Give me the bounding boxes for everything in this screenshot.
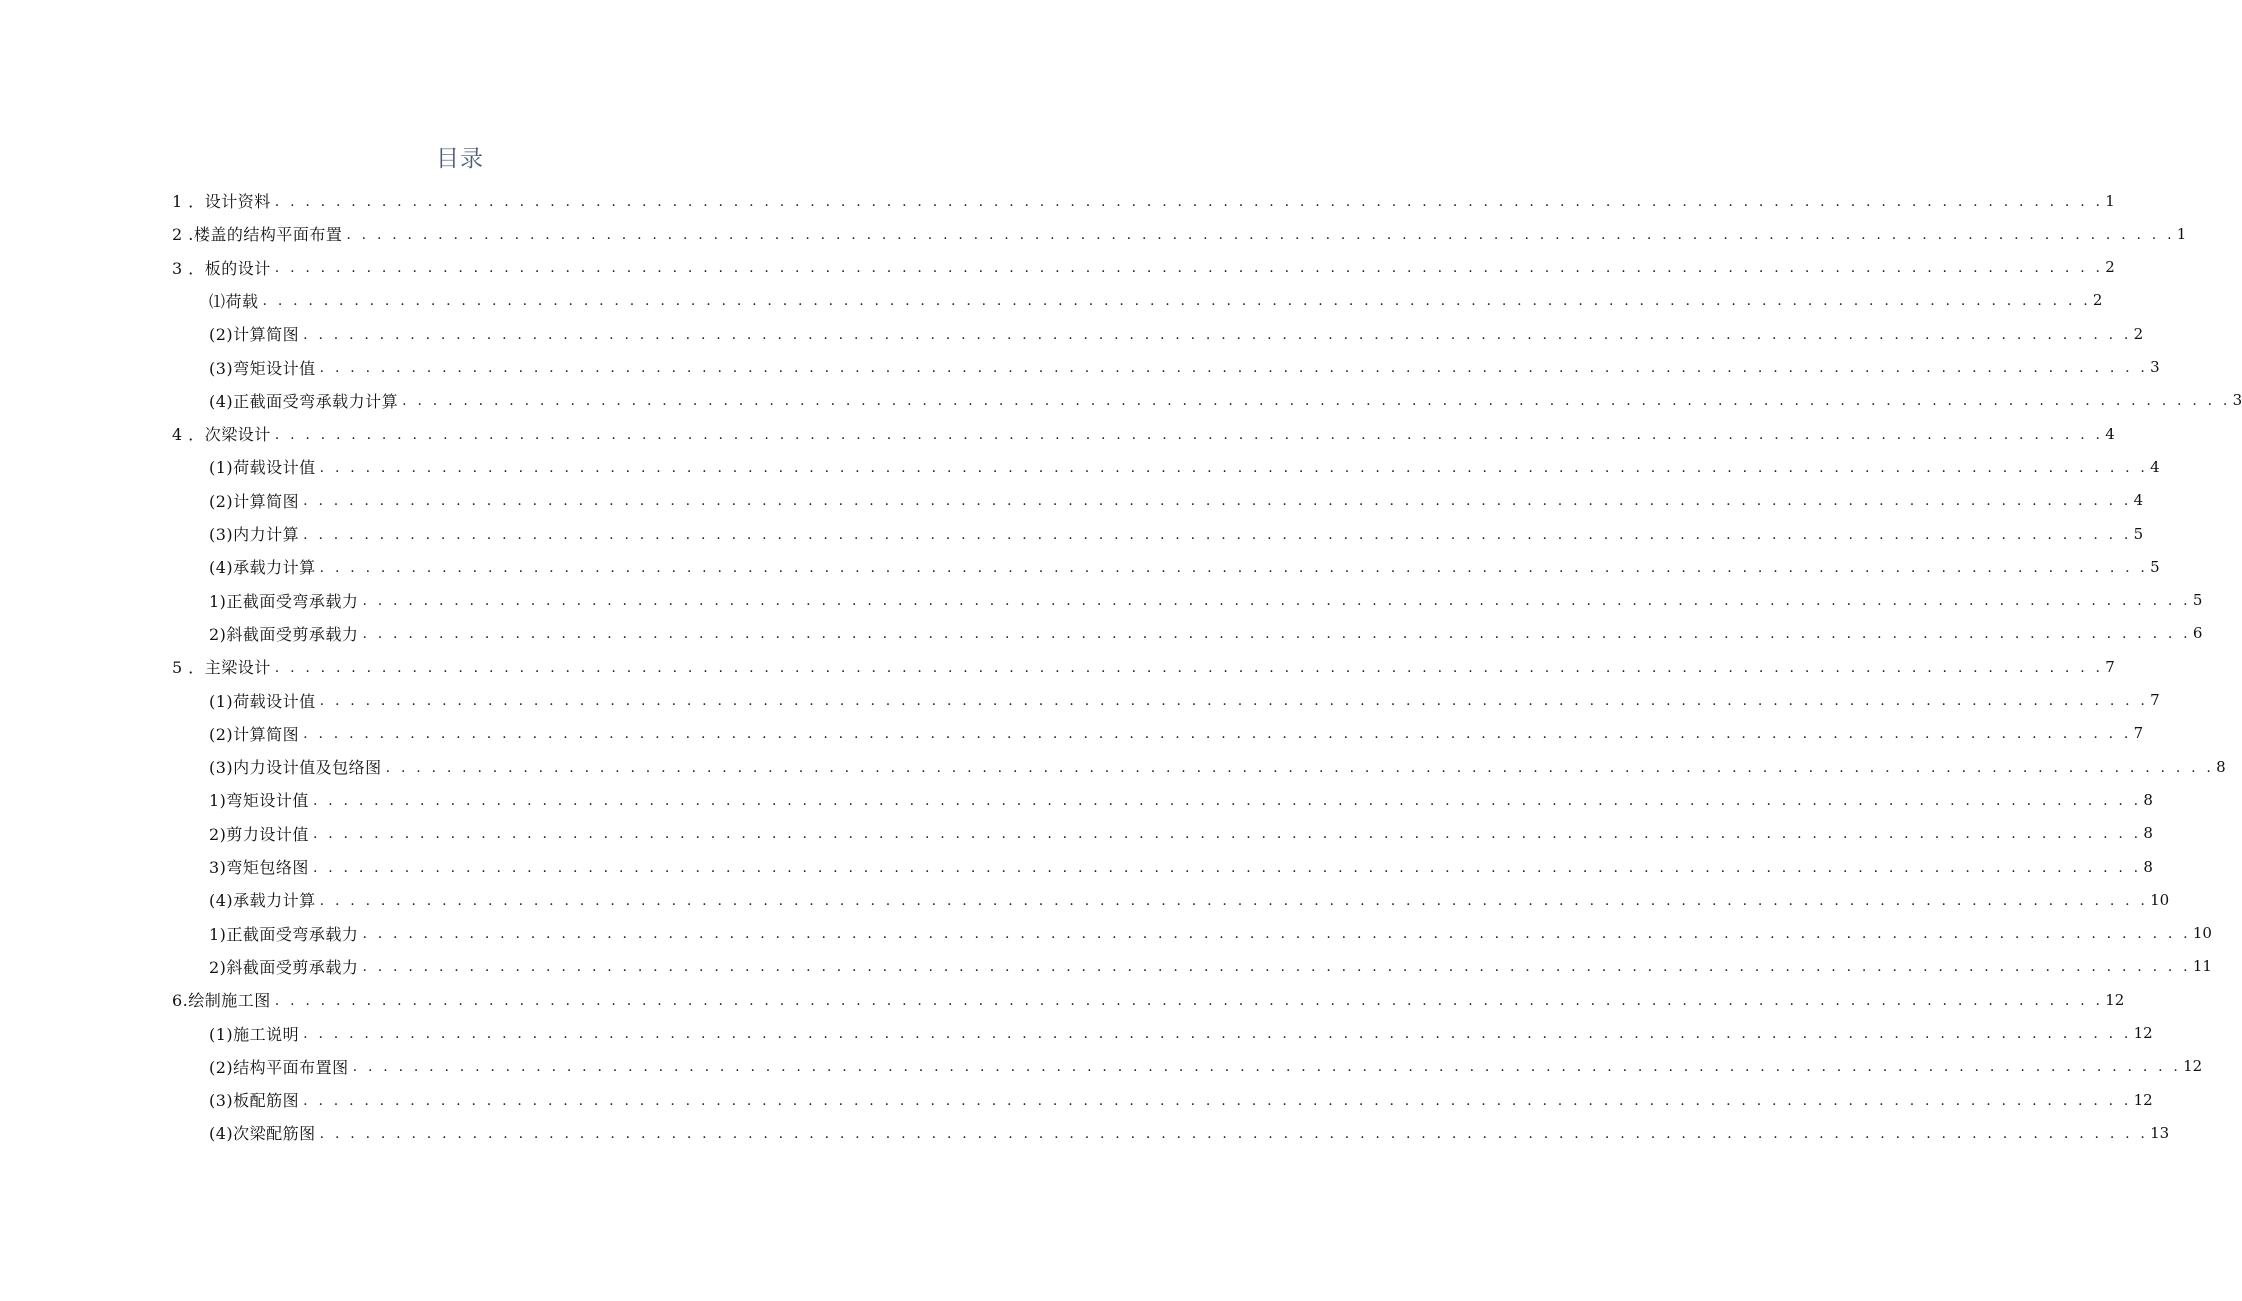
toc-entry-label: (1)施工说明 xyxy=(209,1024,300,1044)
toc-entry[interactable] xyxy=(172,417,2115,450)
toc-page-number: 12 xyxy=(2183,1057,2203,1076)
toc-page-number: 2 xyxy=(2092,291,2103,310)
toc-dot-leader: . . . . . . . . . . . . . . . . . . . . . . . . . . . . . . . . . . . . . . . . . . . . . . . . . . . . . . . . . . . . . . . . . . . . . . . . . . . . . . . . . . . . . . . . . . . . . . . . . . . . . . . . . . . . . . . . . . . . . . . . xyxy=(274,193,2104,210)
toc-page-number: 8 xyxy=(2143,824,2153,843)
toc-page-number: 1 xyxy=(2105,191,2115,210)
toc-page-number: 4 xyxy=(2105,424,2115,443)
toc-entry-label: (3)弯矩设计值 xyxy=(209,358,316,378)
toc-entry-label: 3)弯矩包络图 xyxy=(209,858,309,877)
toc-page-number: 2 xyxy=(2133,324,2144,343)
toc-entry-label: ⑴荷载 xyxy=(209,291,259,311)
toc-entry-label: 1)弯矩设计值 xyxy=(209,791,309,811)
toc-entry-label: 1)正截面受弯承载力 xyxy=(209,591,359,611)
toc-page-number: 10 xyxy=(2150,890,2170,909)
toc-entry[interactable] xyxy=(209,584,2203,617)
toc-entry[interactable] xyxy=(209,550,2160,583)
toc-entry[interactable] xyxy=(209,917,2212,950)
toc-dot-leader: . . . . . . . . . . . . . . . . . . . . . . . . . . . . . . . . . . . . . . . . . . . . . . . . . . . . . . . . . . . . . . . . . . . . . . . . . . . . . . . . . . . . . . . . . . . . . . . . . . . . . . . . . . . . . . . . . . . . . . . . xyxy=(303,326,2132,343)
toc-entry-label: (4)承载力计算 xyxy=(209,558,316,578)
toc-page-number: 12 xyxy=(2133,1024,2153,1042)
toc-entry[interactable] xyxy=(209,817,2153,850)
toc-page-number: 5 xyxy=(2133,524,2144,543)
toc-entry-label: (1)荷载设计值 xyxy=(209,458,316,478)
toc-dot-leader: . . . . . . . . . . . . . . . . . . . . . . . . . . . . . . . . . . . . . . . . . . . . . . . . . . . . . . . . . . . . . . . . . . . . . . . . . . . . . . . . . . . . . . . . . . . . . . . . . . . . . . . . . . . . . . . . . . . . . . . . xyxy=(346,226,2175,243)
toc-entry-label: 2)斜截面受剪承载力 xyxy=(209,624,359,644)
toc-entry[interactable] xyxy=(172,251,2115,284)
toc-page-number: 8 xyxy=(2143,857,2153,876)
toc-dot-leader: . . . . . . . . . . . . . . . . . . . . . . . . . . . . . . . . . . . . . . . . . . . . . . . . . . . . . . . . . . . . . . . . . . . . . . . . . . . . . . . . . . . . . . . . . . . . . . . . . . . . . . . . . . . . . . . . . . . . . . . . xyxy=(274,659,2104,676)
toc-dot-leader: . . . . . . . . . . . . . . . . . . . . . . . . . . . . . . . . . . . . . . . . . . . . . . . . . . . . . . . . . . . . . . . . . . . . . . . . . . . . . . . . . . . . . . . . . . . . . . . . . . . . . . . . . . . . . . . . . . . . . . . . xyxy=(402,393,2231,410)
toc-dot-leader: . . . . . . . . . . . . . . . . . . . . . . . . . . . . . . . . . . . . . . . . . . . . . . . . . . . . . . . . . . . . . . . . . . . . . . . . . . . . . . . . . . . . . . . . . . . . . . . . . . . . . . . . . . . . . . . . . . . . . . . . xyxy=(312,826,2142,843)
toc-dot-leader: . . . . . . . . . . . . . . . . . . . . . . . . . . . . . . . . . . . . . . . . . . . . . . . . . . . . . . . . . . . . . . . . . . . . . . . . . . . . . . . . . . . . . . . . . . . . . . . . . . . . . . . . . . . . . . . . . . . . . . . . xyxy=(362,593,2191,610)
toc-page-number: 5 xyxy=(2192,591,2203,610)
toc-entry[interactable] xyxy=(172,983,2125,1016)
toc-page-number: 12 xyxy=(2105,990,2125,1009)
toc-page-number: 3 xyxy=(2232,391,2242,410)
toc-dot-leader: . . . . . . . . . . . . . . . . . . . . . . . . . . . . . . . . . . . . . . . . . . . . . . . . . . . . . . . . . . . . . . . . . . . . . . . . . . . . . . . . . . . . . . . . . . . . . . . . . . . . . . . . . . . . . . . . . . . . . . . . xyxy=(312,792,2142,809)
toc-dot-leader: . . . . . . . . . . . . . . . . . . . . . . . . . . . . . . . . . . . . . . . . . . . . . . . . . . . . . . . . . . . . . . . . . . . . . . . . . . . . . . . . . . . . . . . . . . . . . . . . . . . . . . . . . . . . . . . . . . . . . . . . xyxy=(352,1059,2182,1076)
toc-page-number: 7 xyxy=(2105,657,2115,676)
toc-entry[interactable] xyxy=(209,317,2144,350)
toc-entry-label: 2 .楼盖的结构平面布置 xyxy=(172,225,343,245)
toc-entry[interactable] xyxy=(209,450,2160,483)
toc-entry[interactable] xyxy=(209,517,2144,550)
toc-entry-label: (4)正截面受弯承载力计算 xyxy=(209,391,399,411)
toc-entry[interactable] xyxy=(209,783,2153,816)
toc-entry[interactable] xyxy=(209,950,2212,983)
toc-page-number: 3 xyxy=(2150,358,2160,376)
toc-entry-label: 6.绘制施工图 xyxy=(172,991,271,1011)
toc-page-number: 2 xyxy=(2105,258,2115,277)
toc-page-number: 10 xyxy=(2192,924,2212,943)
toc-dot-leader: . . . . . . . . . . . . . . . . . . . . . . . . . . . . . . . . . . . . . . . . . . . . . . . . . . . . . . . . . . . . . . . . . . . . . . . . . . . . . . . . . . . . . . . . . . . . . . . . . . . . . . . . . . . . . . . . . . . . . . . . xyxy=(362,959,2191,976)
toc-entry[interactable] xyxy=(209,1116,2170,1149)
toc-entry-label: (3)内力计算 xyxy=(209,525,300,544)
toc-entry-label: (3)内力设计值及包络图 xyxy=(209,758,382,778)
toc-dot-leader: . . . . . . . . . . . . . . . . . . . . . . . . . . . . . . . . . . . . . . . . . . . . . . . . . . . . . . . . . . . . . . . . . . . . . . . . . . . . . . . . . . . . . . . . . . . . . . . . . . . . . . . . . . . . . . . . . . . . . . . . xyxy=(319,559,2149,576)
toc-dot-leader: . . . . . . . . . . . . . . . . . . . . . . . . . . . . . . . . . . . . . . . . . . . . . . . . . . . . . . . . . . . . . . . . . . . . . . . . . . . . . . . . . . . . . . . . . . . . . . . . . . . . . . . . . . . . . . . . . . . . . . . . xyxy=(319,360,2149,376)
toc-dot-leader: . . . . . . . . . . . . . . . . . . . . . . . . . . . . . . . . . . . . . . . . . . . . . . . . . . . . . . . . . . . . . . . . . . . . . . . . . . . . . . . . . . . . . . . . . . . . . . . . . . . . . . . . . . . . . . . . . . . . . . . . xyxy=(319,459,2149,476)
toc-entry-label: 2)剪力设计值 xyxy=(209,824,309,844)
toc-entry-label: (4)承载力计算 xyxy=(209,891,316,911)
toc-dot-leader: . . . . . . . . . . . . . . . . . . . . . . . . . . . . . . . . . . . . . . . . . . . . . . . . . . . . . . . . . . . . . . . . . . . . . . . . . . . . . . . . . . . . . . . . . . . . . . . . . . . . . . . . . . . . . . . . . . . . . . . . xyxy=(274,426,2104,443)
toc-entry[interactable] xyxy=(209,617,2203,650)
toc-dot-leader: . . . . . . . . . . . . . . . . . . . . . . . . . . . . . . . . . . . . . . . . . . . . . . . . . . . . . . . . . . . . . . . . . . . . . . . . . . . . . . . . . . . . . . . . . . . . . . . . . . . . . . . . . . . . . . . . . . . . . . . . xyxy=(385,759,2215,776)
toc-page-number: 8 xyxy=(2216,757,2226,776)
toc-dot-leader: . . . . . . . . . . . . . . . . . . . . . . . . . . . . . . . . . . . . . . . . . . . . . . . . . . . . . . . . . . . . . . . . . . . . . . . . . . . . . . . . . . . . . . . . . . . . . . . . . . . . . . . . . . . . . . . . . . . . . . . . xyxy=(303,1026,2132,1042)
toc-entry[interactable] xyxy=(209,1050,2203,1083)
toc-dot-leader: . . . . . . . . . . . . . . . . . . . . . . . . . . . . . . . . . . . . . . . . . . . . . . . . . . . . . . . . . . . . . . . . . . . . . . . . . . . . . . . . . . . . . . . . . . . . . . . . . . . . . . . . . . . . . . . . . . . . . . . . xyxy=(274,992,2104,1009)
toc-dot-leader: . . . . . . . . . . . . . . . . . . . . . . . . . . . . . . . . . . . . . . . . . . . . . . . . . . . . . . . . . . . . . . . . . . . . . . . . . . . . . . . . . . . . . . . . . . . . . . . . . . . . . . . . . . . . . . . . . . . . . . . . xyxy=(312,859,2142,876)
toc-page-number: 7 xyxy=(2150,691,2160,709)
toc-entry-label: (2)计算简图 xyxy=(209,325,300,345)
toc-entry[interactable] xyxy=(209,351,2160,384)
toc-dot-leader: . . . . . . . . . . . . . . . . . . . . . . . . . . . . . . . . . . . . . . . . . . . . . . . . . . . . . . . . . . . . . . . . . . . . . . . . . . . . . . . . . . . . . . . . . . . . . . . . . . . . . . . . . . . . . . . . . . . . . . . . xyxy=(319,892,2149,909)
toc-dot-leader: . . . . . . . . . . . . . . . . . . . . . . . . . . . . . . . . . . . . . . . . . . . . . . . . . . . . . . . . . . . . . . . . . . . . . . . . . . . . . . . . . . . . . . . . . . . . . . . . . . . . . . . . . . . . . . . . . . . . . . . . xyxy=(362,626,2191,643)
toc-page-number: 5 xyxy=(2150,557,2160,576)
toc-entry[interactable] xyxy=(209,1083,2153,1116)
toc-entry-label: 3 ．板的设计 xyxy=(172,258,271,278)
toc-page-number: 11 xyxy=(2192,957,2212,976)
toc-entry-label: (2)结构平面布置图 xyxy=(209,1057,349,1077)
toc-entry[interactable] xyxy=(209,284,2103,317)
toc-entry[interactable] xyxy=(209,384,2242,417)
toc-dot-leader: . . . . . . . . . . . . . . . . . . . . . . . . . . . . . . . . . . . . . . . . . . . . . . . . . . . . . . . . . . . . . . . . . . . . . . . . . . . . . . . . . . . . . . . . . . . . . . . . . . . . . . . . . . . . . . . . . . . . . . . . xyxy=(303,526,2132,543)
toc-dot-leader: . . . . . . . . . . . . . . . . . . . . . . . . . . . . . . . . . . . . . . . . . . . . . . . . . . . . . . . . . . . . . . . . . . . . . . . . . . . . . . . . . . . . . . . . . . . . . . . . . . . . . . . . . . . . . . . . . . . . . . . . xyxy=(319,1125,2149,1142)
toc-dot-leader: . . . . . . . . . . . . . . . . . . . . . . . . . . . . . . . . . . . . . . . . . . . . . . . . . . . . . . . . . . . . . . . . . . . . . . . . . . . . . . . . . . . . . . . . . . . . . . . . . . . . . . . . . . . . . . . . . . . . . . . . xyxy=(303,726,2132,743)
toc-entry-label: 1)正截面受弯承载力 xyxy=(209,924,359,944)
toc-entry-label: (2)计算简图 xyxy=(209,491,300,511)
toc-dot-leader: . . . . . . . . . . . . . . . . . . . . . . . . . . . . . . . . . . . . . . . . . . . . . . . . . . . . . . . . . . . . . . . . . . . . . . . . . . . . . . . . . . . . . . . . . . . . . . . . . . . . . . . . . . . . . . . . . . . . . . . . xyxy=(303,1092,2132,1109)
toc-entry-label: (2)计算简图 xyxy=(209,724,300,744)
toc-page-number: 12 xyxy=(2133,1090,2153,1109)
toc-entry[interactable] xyxy=(209,850,2153,883)
toc-entry[interactable] xyxy=(209,684,2160,717)
toc-page-number: 4 xyxy=(2150,457,2160,476)
toc-dot-leader: . . . . . . . . . . . . . . . . . . . . . . . . . . . . . . . . . . . . . . . . . . . . . . . . . . . . . . . . . . . . . . . . . . . . . . . . . . . . . . . . . . . . . . . . . . . . . . . . . . . . . . . . . . . . . . . . . . . . . . . . xyxy=(362,926,2191,943)
toc-page-number: 7 xyxy=(2133,724,2144,743)
toc-entry[interactable] xyxy=(209,484,2144,517)
toc-page-number: 13 xyxy=(2150,1123,2170,1142)
toc-page-number: 6 xyxy=(2192,624,2203,643)
toc-entry-label: 2)斜截面受剪承载力 xyxy=(209,957,359,977)
toc-entry[interactable] xyxy=(209,883,2170,916)
toc-page-number: 1 xyxy=(2176,224,2187,243)
toc-entry[interactable] xyxy=(172,650,2115,683)
toc-entry[interactable] xyxy=(172,217,2187,250)
toc-page-number: 4 xyxy=(2133,491,2144,510)
toc-entry[interactable] xyxy=(172,184,2115,217)
toc-entry-label: (3)板配筋图 xyxy=(209,1091,300,1111)
toc-title: 目录 xyxy=(436,146,484,172)
toc-entry-label: (1)荷载设计值 xyxy=(209,691,316,711)
toc-dot-leader: . . . . . . . . . . . . . . . . . . . . . . . . . . . . . . . . . . . . . . . . . . . . . . . . . . . . . . . . . . . . . . . . . . . . . . . . . . . . . . . . . . . . . . . . . . . . . . . . . . . . . . . . . . . . . . . . . . . . . . . . xyxy=(303,493,2132,510)
toc-entry-label: 5 ．主梁设计 xyxy=(172,658,271,678)
toc-dot-leader: . . . . . . . . . . . . . . . . . . . . . . . . . . . . . . . . . . . . . . . . . . . . . . . . . . . . . . . . . . . . . . . . . . . . . . . . . . . . . . . . . . . . . . . . . . . . . . . . . . . . . . . . . . . . . . . . . . . . . . . . xyxy=(274,260,2104,277)
toc-entry-label: 4 ．次梁设计 xyxy=(172,425,271,445)
toc-page-number: 8 xyxy=(2143,790,2153,809)
toc-entry-label: (4)次梁配筋图 xyxy=(209,1124,316,1144)
toc-dot-leader: . . . . . . . . . . . . . . . . . . . . . . . . . . . . . . . . . . . . . . . . . . . . . . . . . . . . . . . . . . . . . . . . . . . . . . . . . . . . . . . . . . . . . . . . . . . . . . . . . . . . . . . . . . . . . . . . . . . . . . . . xyxy=(262,293,2091,310)
toc-entry-label: 1 ．设计资料 xyxy=(172,192,271,211)
toc-entry[interactable] xyxy=(209,717,2144,750)
toc-entry[interactable] xyxy=(209,1017,2153,1050)
toc-dot-leader: . . . . . . . . . . . . . . . . . . . . . . . . . . . . . . . . . . . . . . . . . . . . . . . . . . . . . . . . . . . . . . . . . . . . . . . . . . . . . . . . . . . . . . . . . . . . . . . . . . . . . . . . . . . . . . . . . . . . . . . . xyxy=(319,693,2149,709)
toc-entry[interactable] xyxy=(209,750,2226,783)
